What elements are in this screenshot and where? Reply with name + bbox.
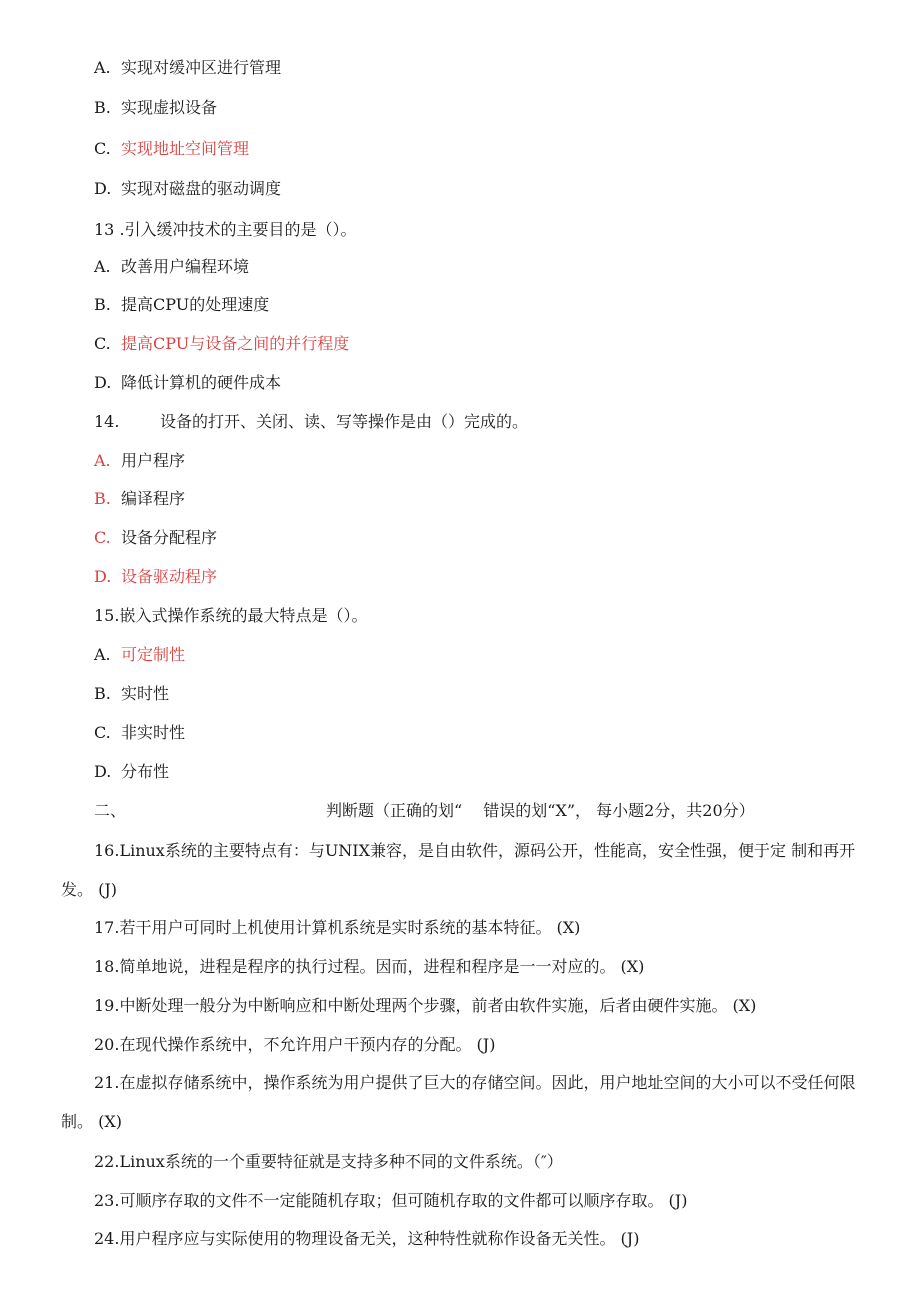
q13-option-d bbox=[94, 372, 281, 394]
section-number: 二、 bbox=[94, 801, 127, 820]
option-text: 降低计算机的硬件成本 bbox=[121, 373, 282, 392]
q12-option-d bbox=[94, 178, 281, 200]
q12-option-a bbox=[94, 57, 281, 79]
q15-option-d bbox=[94, 761, 169, 783]
q15-option-c bbox=[94, 722, 185, 744]
section-heading bbox=[94, 800, 755, 822]
q12-option-c bbox=[94, 138, 249, 160]
q14-option-c bbox=[94, 527, 217, 549]
option-text: 实时性 bbox=[121, 684, 170, 703]
judgment-item: 22.Linux系统的一个重要特征就是支持多种不同的文件系统。（″） bbox=[94, 1152, 563, 1171]
q13-stem: 13 .引入缓冲技术的主要目的是（）。 bbox=[94, 220, 357, 239]
option-label: B. bbox=[94, 295, 111, 314]
option-text: 用户程序 bbox=[121, 451, 186, 470]
q14-option-a bbox=[94, 450, 185, 472]
option-text: 编译程序 bbox=[121, 489, 186, 508]
judgment-item: 20.在现代操作系统中，不允许用户干预内存的分配。 (J) bbox=[94, 1035, 496, 1054]
option-text: 设备分配程序 bbox=[121, 528, 218, 547]
option-label-answer: B. bbox=[94, 489, 111, 508]
option-label: D. bbox=[94, 373, 112, 392]
judgment-item: 17.若干用户可同时上机使用计算机系统是实时系统的基本特征。 (X) bbox=[94, 918, 581, 937]
option-text: 提高CPU的处理速度 bbox=[121, 295, 270, 314]
option-label: A. bbox=[94, 58, 111, 77]
option-label: C. bbox=[94, 334, 111, 353]
judgment-item: 16.Linux系统的主要特点有：与UNIX兼容，是自由软件，源码公开，性能高，安全性强，便于定 制和再开发。 (J) bbox=[61, 841, 856, 899]
option-label: A. bbox=[94, 257, 111, 276]
q15-stem: 15.嵌入式操作系统的最大特点是（）。 bbox=[94, 606, 368, 625]
option-label: C. bbox=[94, 139, 111, 158]
question-text: 设备的打开、关闭、读、写等操作是由（）完成的。 bbox=[160, 412, 529, 431]
q13-option-a bbox=[94, 256, 249, 278]
option-text: 分布性 bbox=[121, 762, 170, 781]
judgment-item: 21.在虚拟存储系统中，操作系统为用户提供了巨大的存储空间。因此，用户地址空间的大小可以不受任何限制。 (X) bbox=[61, 1073, 856, 1131]
option-label: D. bbox=[94, 179, 112, 198]
q13-option-b bbox=[94, 294, 269, 316]
judgment-item: 18.简单地说，进程是程序的执行过程。因而，进程和程序是一一对应的。 (X) bbox=[94, 957, 645, 976]
option-label-answer: D. bbox=[94, 567, 112, 586]
option-text: 非实时性 bbox=[121, 723, 186, 742]
option-text: 实现虚拟设备 bbox=[121, 98, 218, 117]
option-text-answer: 提高CPU与设备之间的并行程度 bbox=[121, 334, 350, 353]
option-text-answer: 设备驱动程序 bbox=[121, 567, 218, 586]
question-number: 14. bbox=[94, 412, 120, 431]
option-text: 改善用户编程环境 bbox=[121, 257, 250, 276]
option-text-answer: 可定制性 bbox=[121, 645, 186, 664]
option-label: B. bbox=[94, 684, 111, 703]
judgment-item: 23.可顺序存取的文件不一定能随机存取；但可随机存取的文件都可以顺序存取。 (J) bbox=[94, 1191, 688, 1210]
option-text-answer: 实现地址空间管理 bbox=[121, 139, 250, 158]
option-label: B. bbox=[94, 98, 111, 117]
option-text: 实现对磁盘的驱动调度 bbox=[121, 179, 282, 198]
section-title: 判断题（正确的划“ 错误的划“X”， 每小题2分，共20分） bbox=[326, 801, 755, 820]
option-text: 实现对缓冲区进行管理 bbox=[121, 58, 282, 77]
q15-option-b bbox=[94, 683, 169, 705]
option-label: D. bbox=[94, 762, 112, 781]
q13-option-c bbox=[94, 333, 349, 355]
option-label: A. bbox=[94, 645, 111, 664]
q14-option-d bbox=[94, 566, 217, 588]
option-label-answer: A. bbox=[94, 451, 111, 470]
option-label-answer: C. bbox=[94, 528, 111, 547]
q12-option-b bbox=[94, 97, 217, 119]
judgment-item: 19.中断处理一般分为中断响应和中断处理两个步骤，前者由软件实施，后者由硬件实施。 (X) bbox=[94, 996, 757, 1015]
q15-option-a bbox=[94, 644, 185, 666]
judgment-item: 24.用户程序应与实际使用的物理设备无关，这种特性就称作设备无关性。 (J) bbox=[94, 1229, 640, 1248]
q14-option-b bbox=[94, 488, 185, 510]
option-label: C. bbox=[94, 723, 111, 742]
q14-stem bbox=[94, 411, 528, 433]
